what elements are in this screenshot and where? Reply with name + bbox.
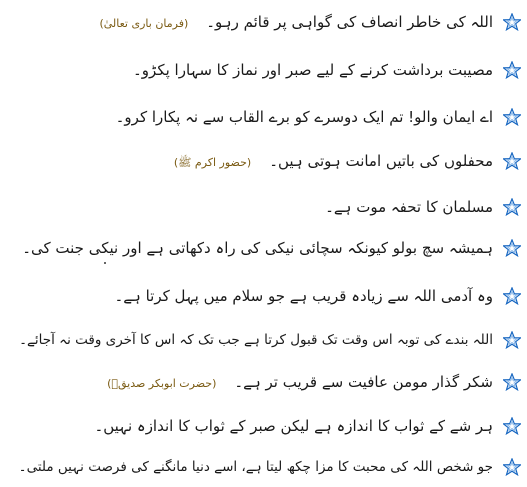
quote-line: [325, 194, 493, 220]
quote-row: [0, 324, 527, 360]
star-outline-icon: [503, 13, 521, 31]
quote-row: [0, 451, 527, 487]
quote-source: (فرمان باری تعالیٰ): [99, 17, 189, 30]
quote-row: [0, 145, 527, 181]
quote-row: [0, 54, 527, 90]
quote-text: اللہ بندے کی توبہ اس وقت تک قبول کرتا ہے جب تک کہ اس کا آخری وقت نہ آجائے۔: [19, 332, 493, 348]
quote-row: [0, 6, 527, 42]
quote-line: [133, 57, 493, 83]
quote-text: ہمیشہ سچ بولو کیونکہ سچائی نیکی کی راہ دکھاتی ہے اور نیکی جنت کی۔: [22, 239, 493, 257]
quote-text: ہر شے کے ثواب کا اندازہ ہے لیکن صبر کے ثواب کا اندازہ نہیں۔: [94, 417, 493, 435]
quote-line: [94, 413, 493, 439]
quote-row: [0, 101, 527, 137]
star-outline-icon: [503, 61, 521, 79]
quote-text: اللہ کی خاطر انصاف کی گواہی پر قائم رہو۔: [206, 13, 493, 31]
star-outline-icon: [503, 152, 521, 170]
quote-line: [114, 283, 493, 309]
stray-dot: [104, 262, 106, 264]
quote-line: [107, 369, 493, 397]
quote-source: (حضور اکرم ﷺ): [173, 156, 252, 169]
quote-line: [22, 235, 493, 261]
quote-text: مسلمان کا تحفہ موت ہے۔: [325, 198, 493, 216]
star-outline-icon: [503, 373, 521, 391]
star-outline-icon: [503, 417, 521, 435]
quote-line: [19, 454, 493, 480]
star-outline-icon: [503, 331, 521, 349]
star-outline-icon: [503, 198, 521, 216]
quote-source: (حضرت ابوبکر صدیقؓ): [107, 377, 217, 390]
quote-row: [0, 232, 527, 268]
quote-text: شکر گذار مومن عافیت سے قریب تر ہے۔: [234, 373, 493, 391]
quote-text: وہ آدمی اللہ سے زیادہ قریب ہے جو سلام میں پہل کرتا ہے۔: [114, 287, 493, 305]
quote-line: [19, 327, 493, 353]
quote-text: محفلوں کی باتیں امانت ہوتی ہیں۔: [269, 152, 493, 170]
quote-text: جو شخص اللہ کی محبت کا مزا چکھ لیتا ہے، اسے دنیا مانگنے کی فرصت نہیں ملتی۔: [18, 459, 493, 475]
star-outline-icon: [503, 108, 521, 126]
quote-row: [0, 280, 527, 316]
quote-row: [0, 410, 527, 446]
quote-line: [174, 148, 493, 176]
star-outline-icon: [503, 287, 521, 305]
quote-row: [0, 191, 527, 227]
quote-line: [99, 9, 493, 37]
star-outline-icon: [503, 239, 521, 257]
star-outline-icon: [503, 458, 521, 476]
quote-line: [116, 104, 493, 130]
quote-text: مصیبت برداشت کرنے کے لیے صبر اور نماز کا سہارا پکڑو۔: [133, 61, 493, 79]
quote-row: [0, 366, 527, 402]
quote-text: اے ایمان والو! تم ایک دوسرے کو برے القاب سے نہ پکارا کرو۔: [115, 108, 493, 126]
